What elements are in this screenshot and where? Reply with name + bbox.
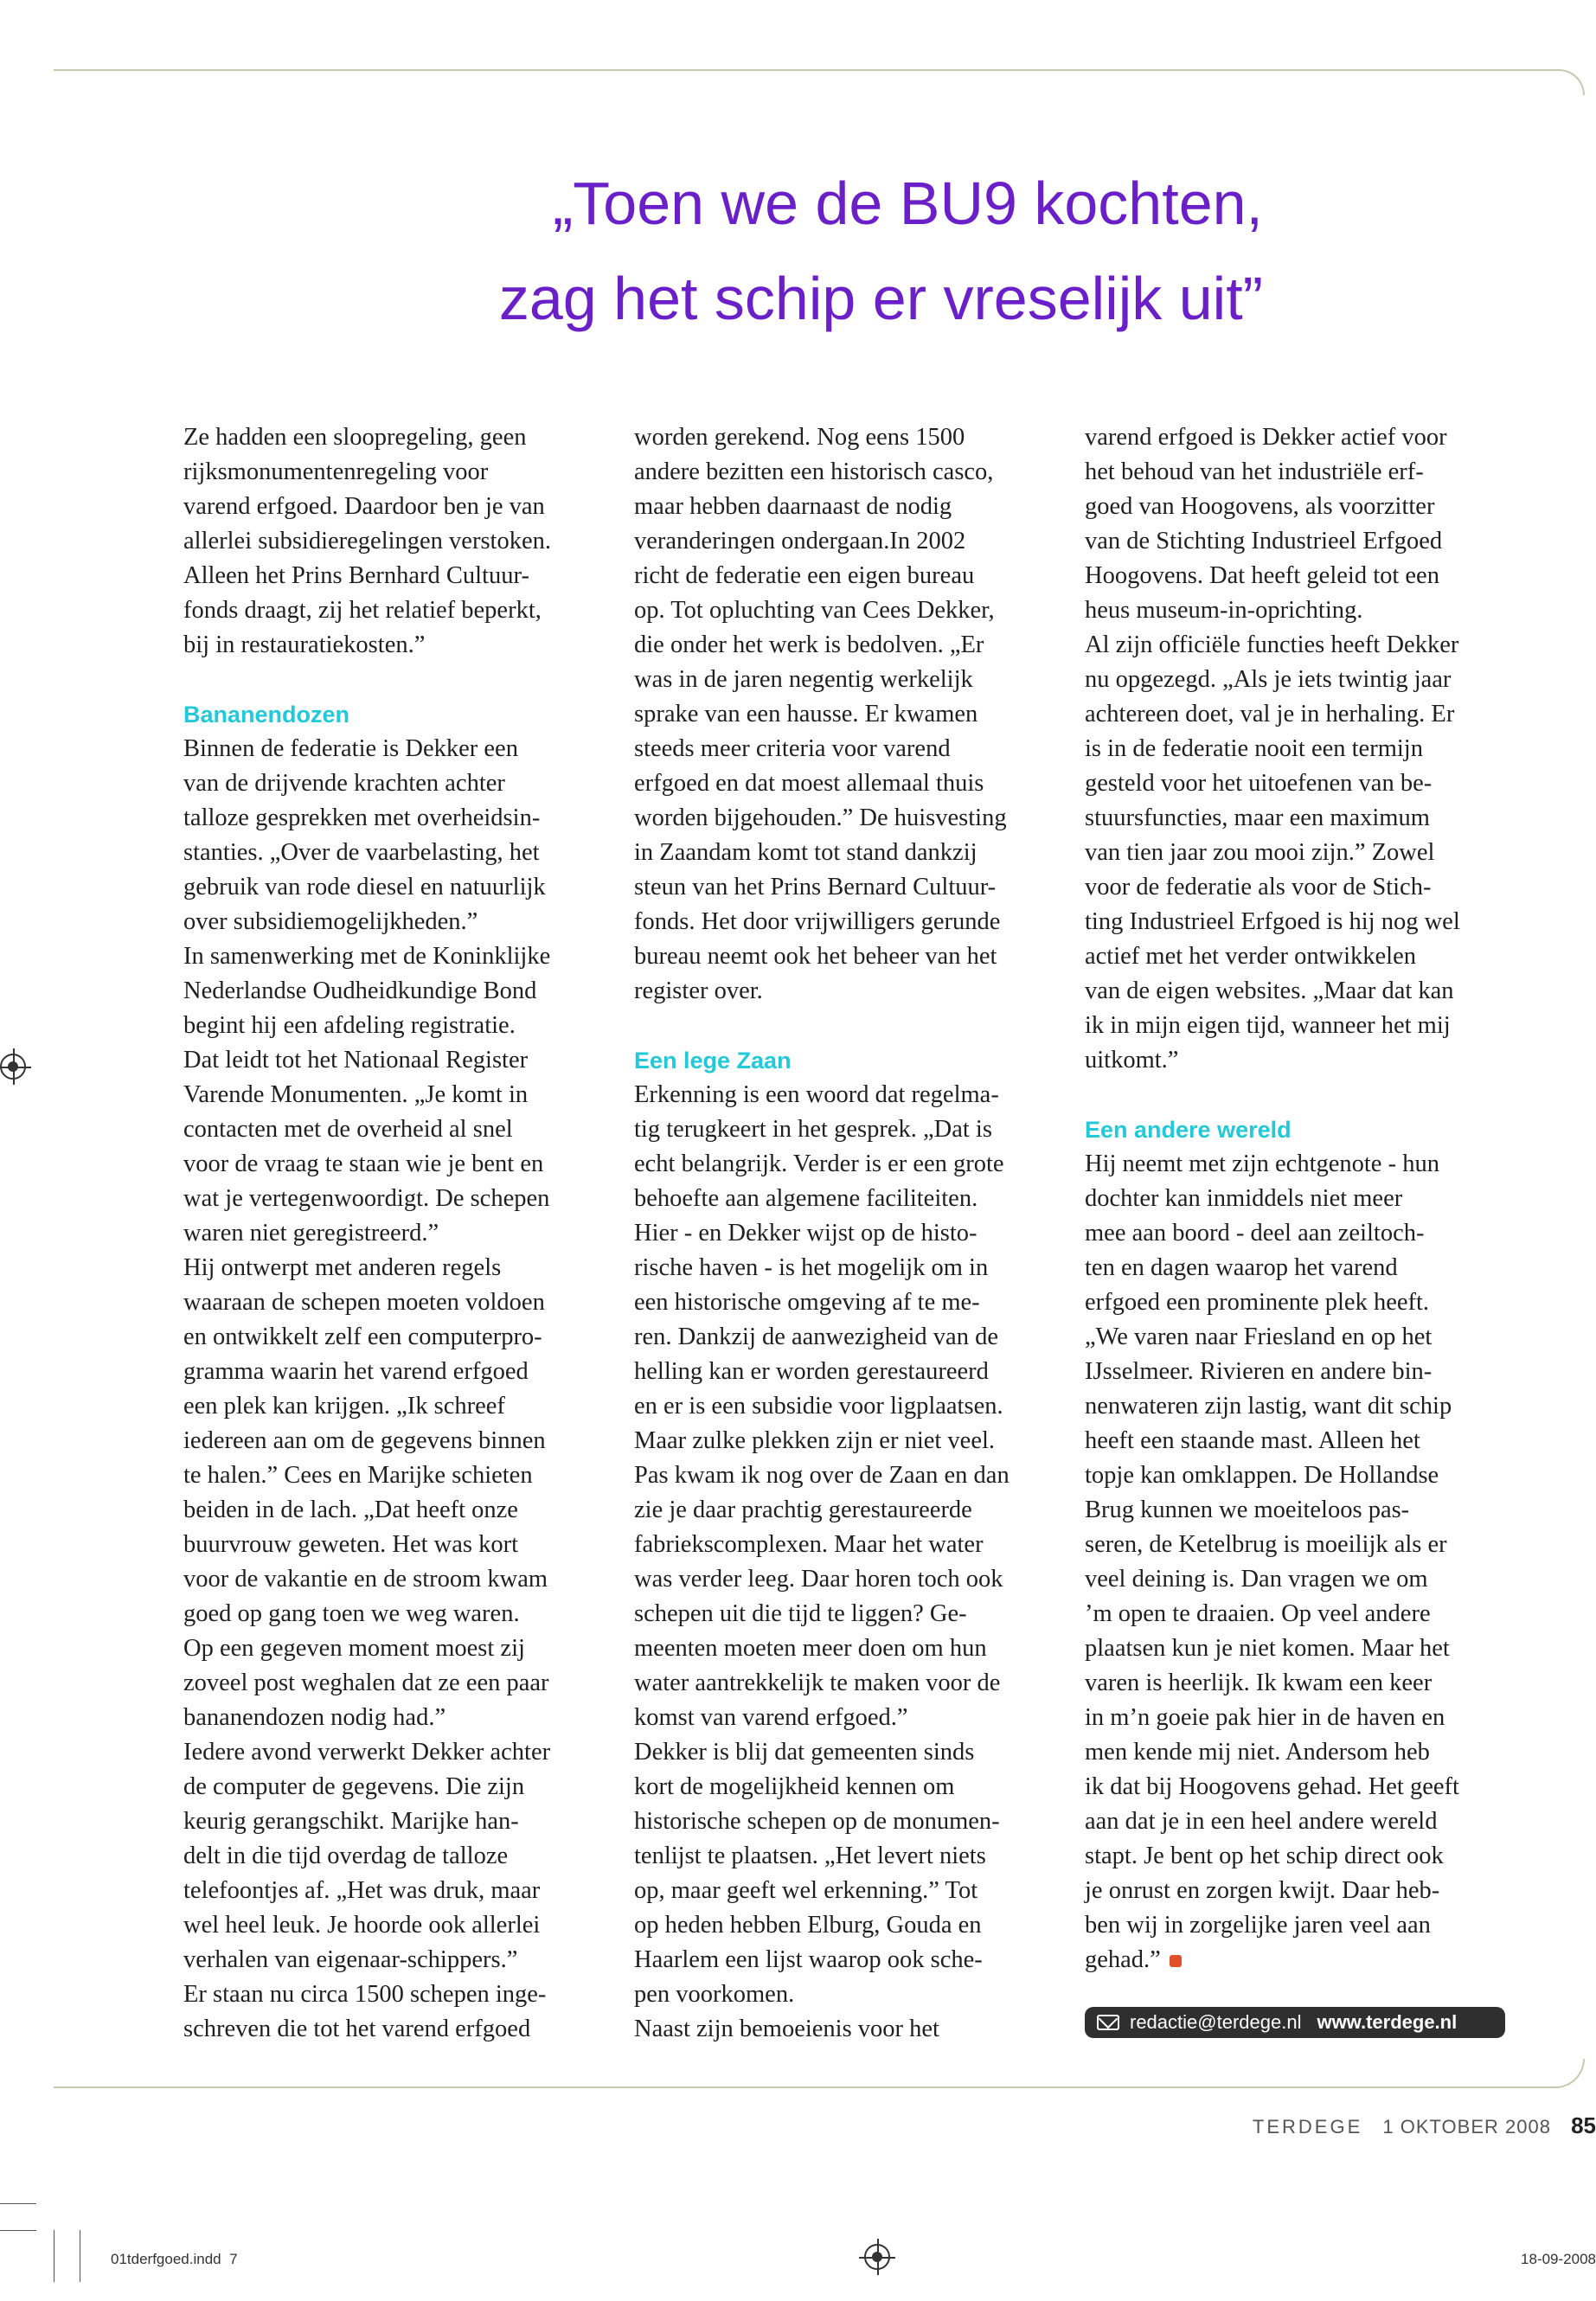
text-line: op, maar geeft wel erkenning.” Tot [634, 1877, 978, 1904]
text-line: beiden in de lach. „Dat heeft onze [183, 1497, 518, 1523]
text-line: dochter kan inmiddels niet meer [1085, 1185, 1403, 1212]
paragraph-gap [634, 1009, 1075, 1043]
text-line: Ze hadden een sloopregeling, geen [183, 424, 527, 451]
text-line: voor de vraag te staan wie je bent en [183, 1150, 544, 1177]
registration-mark-bottom [864, 2244, 890, 2270]
text-line: talloze gesprekken met overheidsin- [183, 804, 541, 831]
text-line: op. Tot opluchting van Cees Dekker, [634, 597, 995, 624]
text-line: wel heel leuk. Je hoorde ook allerlei [183, 1912, 541, 1939]
text-line: Haarlem een lijst waarop ook sche- [634, 1946, 983, 1973]
text-line: schreven die tot het varend erfgoed [183, 2016, 531, 2042]
article-column-2 [634, 420, 1075, 2047]
slug-sheet: 7 [229, 2251, 238, 2267]
text-line: worden gerekend. Nog eens 1500 [634, 424, 965, 451]
text-line: en er is een subsidie voor ligplaatsen. [634, 1393, 1003, 1420]
text-line: buurvrouw geweten. Het was kort [183, 1531, 519, 1558]
text-line: voor de vakantie en de stroom kwam [183, 1566, 548, 1593]
text-line: fabriekscomplexen. Maar het water [634, 1531, 984, 1558]
text-line: wat je vertegenwoordigt. De schepen [183, 1185, 550, 1212]
title-line-2: zag het schip er vreselijk uit” [498, 265, 1263, 332]
text-line: in m’n goeie pak hier in de haven en [1085, 1704, 1445, 1731]
text-line: goed op gang toen we weg waren. [183, 1600, 520, 1627]
paragraph-gap [1085, 1078, 1526, 1112]
text-line: het behoud van het industriële erf- [1085, 458, 1424, 485]
text-line: en ontwikkelt zelf een computerpro- [183, 1324, 542, 1350]
text-line: delt in die tijd overdag de talloze [183, 1843, 509, 1869]
text-line: keurig gerangschikt. Marijke han- [183, 1808, 519, 1835]
end-mark-icon [1170, 1955, 1182, 1967]
text-line: actief met het verder ontwikkelen [1085, 943, 1416, 970]
text-line: ik dat bij Hoogovens gehad. Het geeft [1085, 1773, 1459, 1800]
slug-file [111, 2251, 238, 2268]
text-line: Varende Monumenten. „Je komt in [183, 1081, 529, 1108]
text-line: helling kan er worden gerestaureerd [634, 1358, 989, 1385]
text-line: veranderingen ondergaan.In 2002 [634, 528, 966, 554]
page-footer [1253, 2112, 1596, 2147]
text-line: komst van varend erfgoed.” [634, 1704, 908, 1731]
text-line: Hij neemt met zijn echtgenote - hun [1085, 1150, 1439, 1177]
text-line: register over. [634, 977, 763, 1004]
text-line: te halen.” Cees en Marijke schieten [183, 1462, 533, 1489]
text-line: bureau neemt ook het beheer van het [634, 943, 997, 970]
contact-bar [1085, 2007, 1505, 2038]
text-line: over subsidiemogelijkheden.” [183, 908, 478, 935]
mail-icon [1097, 2015, 1119, 2030]
text-line: zoveel post weghalen dat ze een paar [183, 1670, 549, 1696]
text-line: was verder leeg. Daar horen toch ook [634, 1566, 1003, 1593]
section-subheading: Een lege Zaan [634, 1048, 792, 1074]
text-line: fonds draagt, zij het relatief beperkt, [183, 597, 542, 624]
text-line: een plek kan krijgen. „Ik schreef [183, 1393, 505, 1420]
text-line: Hier - en Dekker wijst op de histo- [634, 1220, 977, 1247]
text-line: ren. Dankzij de aanwezigheid van de [634, 1324, 998, 1350]
text-line: stuursfuncties, maar een maximum [1085, 804, 1430, 831]
text-line: sprake van een hausse. Er kwamen [634, 701, 978, 727]
text-line: heus museum-in-oprichting. [1085, 597, 1363, 624]
text-line: water aantrekkelijk te maken voor de [634, 1670, 1001, 1696]
text-line: IJsselmeer. Rivieren en andere bin- [1085, 1358, 1433, 1385]
text-line: stanties. „Over de vaarbelasting, het [183, 839, 540, 866]
text-line: varen is heerlijk. Ik kwam een keer [1085, 1670, 1433, 1696]
text-line: men kende mij niet. Andersom heb [1085, 1739, 1430, 1766]
text-line: van tien jaar zou mooi zijn.” Zowel [1085, 839, 1435, 866]
text-line: die onder het werk is bedolven. „Er [634, 631, 984, 658]
text-line: varend erfgoed is Dekker actief voor [1085, 424, 1447, 451]
article-column-3 [1085, 420, 1526, 1977]
text-line: worden bijgehouden.” De huisvesting [634, 804, 1007, 831]
text-line: kort de mogelijkheid kennen om [634, 1773, 955, 1800]
text-line: uitkomt.” [1085, 1047, 1179, 1074]
text-line: maar hebben daarnaast de nodig [634, 493, 952, 520]
text-line: veel deining is. Dan vragen we om [1085, 1566, 1428, 1593]
slug-filename: 01tderfgoed.indd [111, 2251, 221, 2267]
text-line: de computer de gegevens. Die zijn [183, 1773, 525, 1800]
text-line: waaraan de schepen moeten voldoen [183, 1289, 545, 1316]
text-line: in Zaandam komt tot stand dankzij [634, 839, 977, 866]
text-line: van de drijvende krachten achter [183, 770, 505, 797]
footer-date: 1 OKTOBER 2008 [1382, 2116, 1551, 2138]
text-line: varend erfgoed. Daardoor ben je van [183, 493, 545, 520]
text-line: waren niet geregistreerd.” [183, 1220, 439, 1247]
text-line: erfgoed een prominente plek heeft. [1085, 1289, 1430, 1316]
text-line: iedereen aan om de gegevens binnen [183, 1427, 546, 1454]
text-line: historische schepen op de monumen- [634, 1808, 1000, 1835]
text-line: Nederlandse Oudheidkundige Bond [183, 977, 537, 1004]
text-line: Hij ontwerpt met anderen regels [183, 1254, 502, 1281]
text-line: is in de federatie nooit een termijn [1085, 735, 1423, 762]
text-line: tenlijst te plaatsen. „Het levert niets [634, 1843, 986, 1869]
text-line: ben wij in zorgelijke jaren veel aan [1085, 1912, 1431, 1939]
text-line: Op een gegeven moment moest zij [183, 1635, 525, 1662]
text-line: pen voorkomen. [634, 1981, 795, 2008]
text-line: op heden hebben Elburg, Gouda en [634, 1912, 982, 1939]
text-line: plaatsen kun je niet komen. Maar het [1085, 1635, 1450, 1662]
text-line: meenten moeten meer doen om hun [634, 1635, 987, 1662]
text-line: ten en dagen waarop het varend [1085, 1254, 1398, 1281]
registration-mark-left [0, 1054, 26, 1080]
text-line: begint hij een afdeling registratie. [183, 1012, 516, 1039]
text-line: van de eigen websites. „Maar dat kan [1085, 977, 1454, 1004]
text-line: Erkenning is een woord dat regelma- [634, 1081, 999, 1108]
text-line: schepen uit die tijd te liggen? Ge- [634, 1600, 967, 1627]
text-line: allerlei subsidieregelingen verstoken. [183, 528, 551, 554]
page-number: 85 [1571, 2112, 1596, 2138]
text-line: echt belangrijk. Verder is er een grote [634, 1150, 1004, 1177]
text-line: Iedere avond verwerkt Dekker achter [183, 1739, 551, 1766]
text-line: was in de jaren negentig werkelijk [634, 666, 973, 693]
text-line: gebruik van rode diesel en natuurlijk [183, 874, 546, 901]
text-line: Dat leidt tot het Nationaal Register [183, 1047, 529, 1074]
text-line: Brug kunnen we moeiteloos pas- [1085, 1497, 1410, 1523]
text-line: heeft een staande mast. Alleen het [1085, 1427, 1420, 1454]
text-line: van de Stichting Industrieel Erfgoed [1085, 528, 1443, 554]
text-line: Er staan nu circa 1500 schepen inge- [183, 1981, 547, 2008]
text-line: voor de federatie als voor de Stich- [1085, 874, 1432, 901]
text-line: nenwateren zijn lastig, want dit schip [1085, 1393, 1452, 1420]
contact-website[interactable]: www.terdege.nl [1317, 2011, 1458, 2033]
section-subheading: Bananendozen [183, 702, 350, 727]
footer-magazine: TERDEGE [1252, 2116, 1363, 2138]
text-line: steun van het Prins Bernard Cultuur- [634, 874, 997, 901]
text-line-final [1085, 1943, 1526, 1977]
article-column-1 [183, 420, 625, 2047]
text-line: richt de federatie een eigen bureau [634, 562, 975, 589]
text-line: Binnen de federatie is Dekker een [183, 735, 518, 762]
contact-email[interactable]: redactie@terdege.nl [1130, 2011, 1302, 2033]
paragraph-gap [183, 663, 625, 697]
text-line: Naast zijn bemoeienis voor het [634, 2016, 939, 2042]
text-line: je onrust en zorgen kwijt. Daar heb- [1085, 1877, 1440, 1904]
text-line: Dekker is blij dat gemeenten sinds [634, 1739, 975, 1766]
section-subheading: Een andere wereld [1085, 1117, 1292, 1143]
crop-mark [0, 2230, 36, 2231]
text-line: mee aan boord - deel aan zeiltoch- [1085, 1220, 1425, 1247]
text-line: Al zijn officiële functies heeft Dekker [1085, 631, 1459, 658]
text-line: Maar zulke plekken zijn er niet veel. [634, 1427, 996, 1454]
title-line-1: „Toen we de BU9 kochten, [552, 170, 1263, 237]
page-frame-bottom [54, 2059, 1585, 2088]
slug-date: 18-09-2008 [1521, 2251, 1596, 2267]
text-line: topje kan omklappen. De Hollandse [1085, 1462, 1439, 1489]
text-line: andere bezitten een historisch casco, [634, 458, 994, 485]
text-line: „We varen naar Friesland en op het [1085, 1324, 1433, 1350]
text-line: behoefte aan algemene faciliteiten. [634, 1185, 978, 1212]
text-line: Hoogovens. Dat heeft geleid tot een [1085, 562, 1439, 589]
text-line: Alleen het Prins Bernhard Cultuur- [183, 562, 529, 589]
text-line: verhalen van eigenaar-schippers.” [183, 1946, 518, 1973]
text-line: erfgoed en dat moest allemaal thuis [634, 770, 984, 797]
text-line: Pas kwam ik nog over de Zaan en dan [634, 1462, 1010, 1489]
text-line: ik in mijn eigen tijd, wanneer het mij [1085, 1012, 1451, 1039]
text-line: fonds. Het door vrijwilligers gerunde [634, 908, 1001, 935]
text-line: rische haven - is het mogelijk om in [634, 1254, 989, 1281]
text-line: telefoontjes af. „Het was druk, maar [183, 1877, 541, 1904]
page-frame-top [54, 69, 1585, 95]
text-line: achtereen doet, val je in herhaling. Er [1085, 701, 1455, 727]
text-line: bananendozen nodig had.” [183, 1704, 446, 1731]
text-line: seren, de Ketelbrug is moeilijk als er [1085, 1531, 1447, 1558]
final-text: gehad.” [1085, 1946, 1161, 1973]
text-line: nu opgezegd. „Als je iets twintig jaar [1085, 666, 1452, 693]
text-line: tig terugkeert in het gesprek. „Dat is [634, 1116, 992, 1143]
text-line: steeds meer criteria voor varend [634, 735, 951, 762]
page-title [346, 156, 1263, 346]
text-line: In samenwerking met de Koninklijke [183, 943, 551, 970]
text-line: stapt. Je bent op het schip direct ook [1085, 1843, 1444, 1869]
text-line: gramma waarin het varend erfgoed [183, 1358, 529, 1385]
text-line: rijksmonumentenregeling voor [183, 458, 489, 485]
text-line: goed van Hoogovens, als voorzitter [1085, 493, 1435, 520]
text-line: ’m open te draaien. Op veel andere [1085, 1600, 1431, 1627]
text-line: gesteld voor het uitoefenen van be- [1085, 770, 1433, 797]
text-line: een historische omgeving af te me- [634, 1289, 980, 1316]
text-line: aan dat je in een heel andere wereld [1085, 1808, 1438, 1835]
crop-mark [0, 2203, 36, 2204]
text-line: ting Industrieel Erfgoed is hij nog wel [1085, 908, 1460, 935]
text-line: contacten met de overheid al snel [183, 1116, 513, 1143]
text-line: zie je daar prachtig gerestaureerde [634, 1497, 972, 1523]
text-line: bij in restauratiekosten.” [183, 631, 426, 658]
